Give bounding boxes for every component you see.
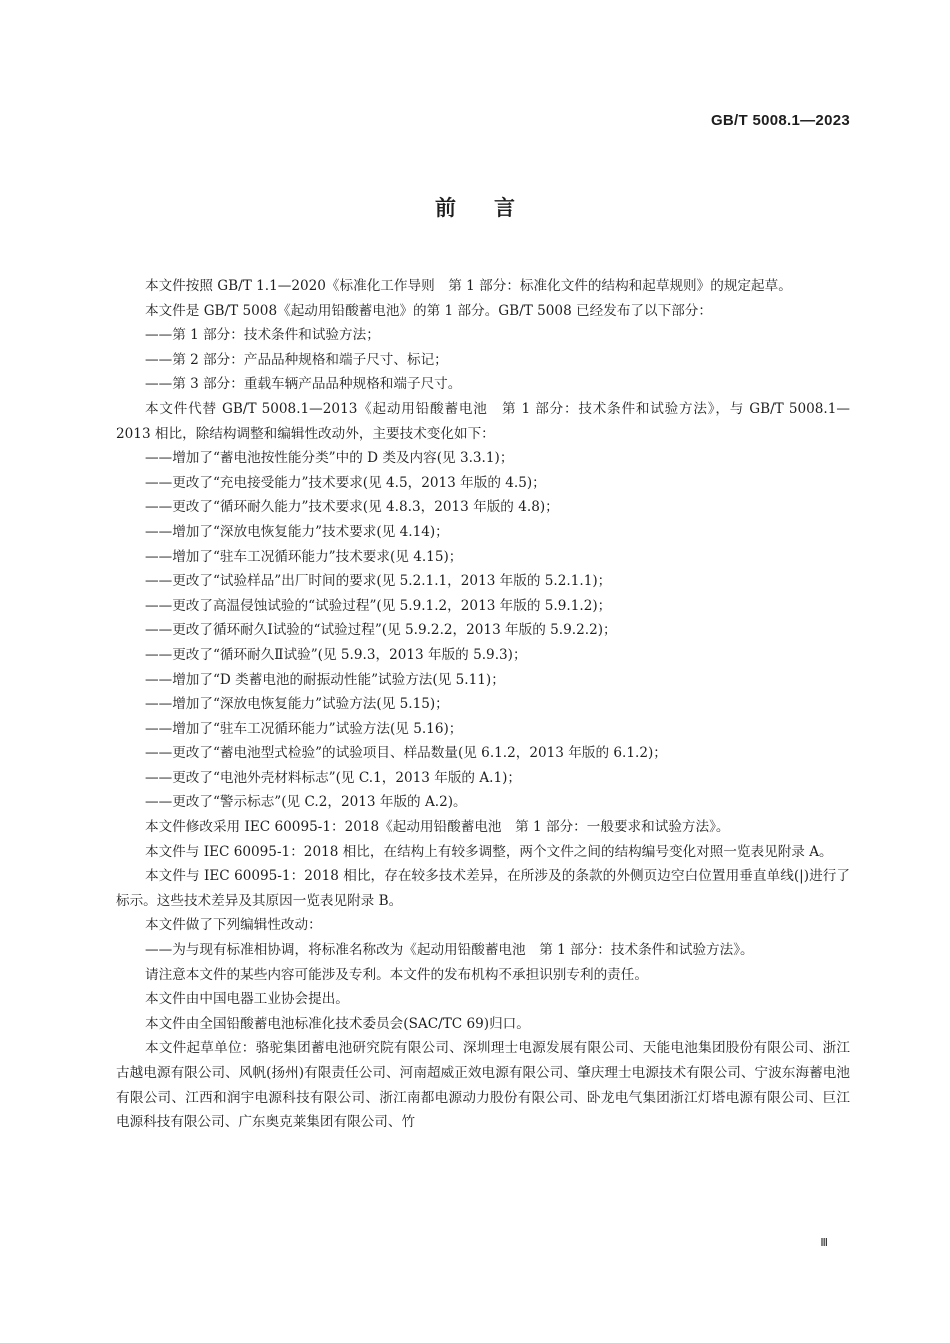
list-item: ——更改了高温侵蚀试验的“试验过程”(见 5.9.1.2，2013 年版的 5.9.1.2)； [145, 597, 612, 614]
list-item: ——更改了“充电接受能力”技术要求(见 4.5，2013 年版的 4.5)； [145, 474, 546, 491]
paragraph: 本文件由中国电器工业协会提出。 [145, 991, 349, 1008]
list-item: ——更改了“循环耐久Ⅱ试验”(见 5.9.3，2013 年版的 5.9.3)； [145, 646, 527, 663]
paragraph: 本文件与 IEC 60095-1：2018 相比，在结构上有较多调整，两个文件之间的结构编号变化对照一览表见附录 A。 [145, 843, 833, 860]
paragraph: 本文件做了下列编辑性改动： [145, 917, 322, 934]
list-item: ——第 2 部分：产品品种规格和端子尺寸、标记； [145, 351, 448, 368]
paragraph: 本文件由全国铅酸蓄电池标准化技术委员会(SAC/TC 69)归口。 [145, 1015, 530, 1032]
standard-number: GB/T 5008.1—2023 [710, 112, 850, 129]
paragraph: 本文件与 IEC 60095-1：2018 相比，存在较多技术差异，在所涉及的条款的外侧页边空白位置用垂直单线(|)进行了标示。这些技术差异及其原因一览表见附录 B。 [116, 868, 850, 909]
list-item: ——第 1 部分：技术条件和试验方法； [145, 327, 380, 344]
list-item: ——更改了循环耐久Ⅰ试验的“试验过程”(见 5.9.2.2，2013 年版的 5.9.2.2)； [145, 622, 617, 639]
page-number: Ⅲ [820, 1236, 828, 1249]
paragraph: 本文件修改采用 IEC 60095-1：2018《起动用铅酸蓄电池 第 1 部分：一般要求和试验方法》。 [145, 819, 730, 836]
list-item: ——更改了“电池外壳材料标志”(见 C.1，2013 年版的 A.1)； [145, 769, 522, 786]
list-item: ——增加了“蓄电池按性能分类”中的 D 类及内容(见 3.3.1)； [145, 450, 514, 467]
paragraph: 本文件按照 GB/T 1.1—2020《标准化工作导则 第 1 部分：标准化文件的结构和起草规则》的规定起草。 [145, 278, 792, 294]
paragraph: 请注意本文件的某些内容可能涉及专利。本文件的发布机构不承担识别专利的责任。 [145, 966, 648, 983]
list-item: ——更改了“试验样品”出厂时间的要求(见 5.2.1.1，2013 年版的 5.2.1.1)； [145, 573, 612, 590]
list-item: ——第 3 部分：重载车辆产品品种规格和端子尺寸。 [145, 376, 462, 393]
list-item: ——增加了“D 类蓄电池的耐振动性能”试验方法(见 5.11)； [145, 671, 505, 688]
document-body [116, 274, 850, 1135]
list-item: ——增加了“深放电恢复能力”技术要求(见 4.14)； [145, 523, 449, 540]
page-title: 前言 [435, 196, 553, 220]
list-item: ——增加了“驻车工况循环能力”试验方法(见 5.16)； [145, 720, 463, 737]
list-item: ——增加了“深放电恢复能力”试验方法(见 5.15)； [145, 696, 449, 713]
list-item: ——更改了“警示标志”(见 C.2，2013 年版的 A.2)。 [145, 794, 467, 811]
list-item: ——增加了“驻车工况循环能力”技术要求(见 4.15)； [145, 548, 463, 565]
paragraph: 本文件起草单位：骆驼集团蓄电池研究院有限公司、深圳理士电源发展有限公司、天能电池集团股份有限公司、浙江古越电源有限公司、风帆(扬州)有限责任公司、河南超威正效电源有限公司、肇庆理士电源技术有限公司、宁波东海蓄电池有限公司、江西和润宇电源科技有限公司、浙江南都电源动力股份有限公司、卧龙电气集团浙江灯塔电源有限公司、巨江电源科技有限公司、广东奥克莱集团有限公司、竹 [116, 1040, 850, 1131]
paragraph: 本文件代替 GB/T 5008.1—2013《起动用铅酸蓄电池 第 1 部分：技术条件和试验方法》，与 GB/T 5008.1—2013 相比，除结构调整和编辑性改动外，主要技术变化如下： [116, 400, 850, 442]
list-item: ——为与现有标准相协调，将标准名称改为《起动用铅酸蓄电池 第 1 部分：技术条件和试验方法》。 [145, 942, 754, 959]
paragraph: 本文件是 GB/T 5008《起动用铅酸蓄电池》的第 1 部分。GB/T 5008 已经发布了以下部分： [145, 302, 712, 319]
list-item: ——更改了“循环耐久能力”技术要求(见 4.8.3，2013 年版的 4.8)； [145, 499, 559, 516]
list-item: ——更改了“蓄电池型式检验”的试验项目、样品数量(见 6.1.2，2013 年版的 6.1.2)； [145, 745, 667, 762]
